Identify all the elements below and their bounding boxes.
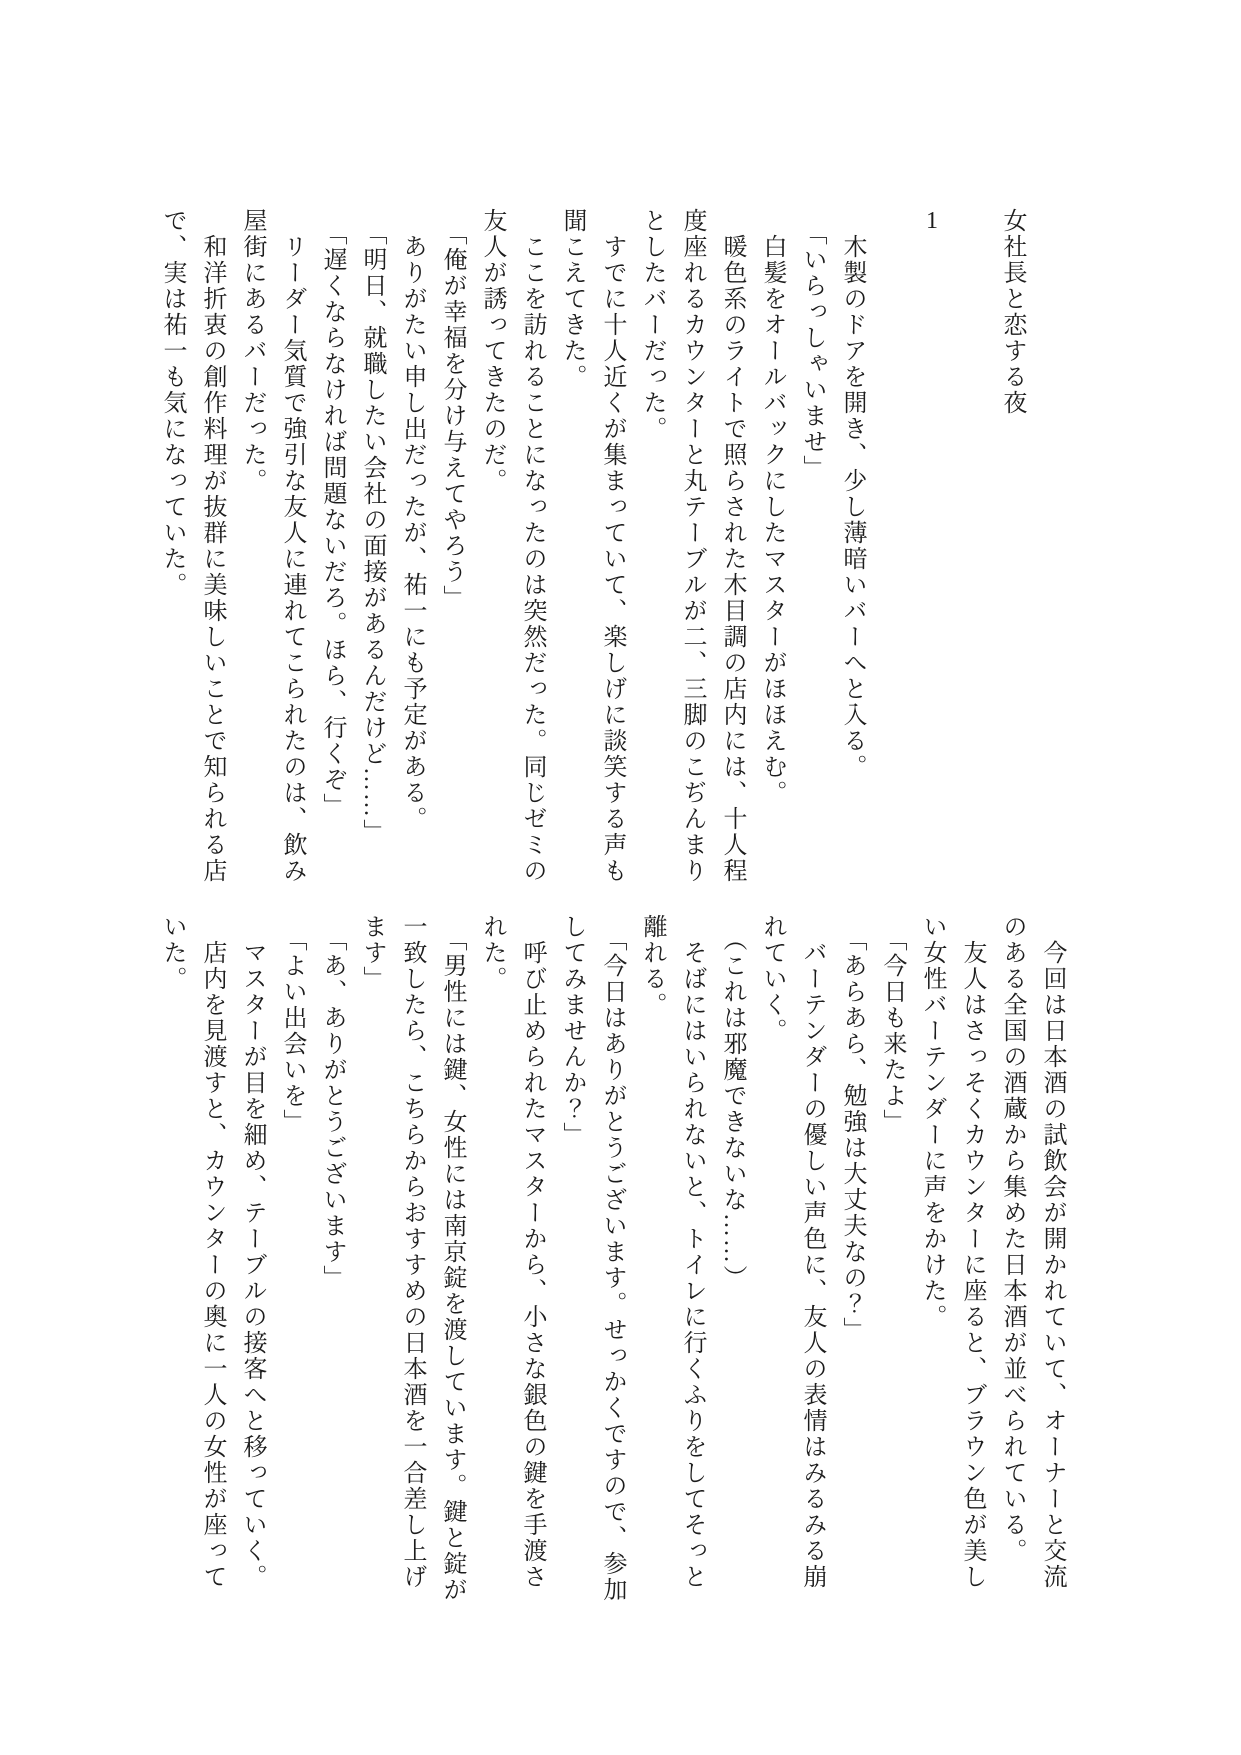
text-column: そばにはいられないと、トイレに行くふりをしてそっと [679,940,705,1590]
text-column: い女性バーテンダーに声をかけた。 [919,914,945,1330]
text-column: ここを訪れることになったのは突然だった。同じゼミの [519,234,545,884]
text-column: 聞こえてきた。 [559,208,585,390]
text-column: 「あらあら、勉強は大丈夫なの？」 [839,927,865,1343]
text-column: 「よい出会いを」 [279,927,305,1135]
text-column: 和洋折衷の創作料理が抜群に美味しいことで知られる店 [199,234,225,884]
text-column: 「あ、ありがとうございます」 [319,927,345,1291]
text-column: 屋街にあるバーだった。 [239,208,265,494]
text-column: としたバーだった。 [639,208,665,442]
text-column: いた。 [159,914,185,992]
text-column: 一致したら、こちらからおすすめの日本酒を一合差し上げ [399,914,425,1590]
text-column: ありがたい申し出だったが、祐一にも予定がある。 [399,234,425,832]
chapter-number: 1 [919,208,945,236]
text-column: リーダー気質で強引な友人に連れてこられたのは、飲み [279,234,305,884]
text-column: ます」 [359,914,385,992]
text-column: （これは邪魔できないな……） [719,927,745,1291]
text-column: 白髪をオールバックにしたマスターがほほえむ。 [759,234,785,806]
text-column: 友人が誘ってきたのだ。 [479,208,505,494]
text-column: 呼び止められたマスターから、小さな銀色の鍵を手渡さ [519,940,545,1590]
text-column: のある全国の酒蔵から集めた日本酒が並べられている。 [999,914,1025,1564]
text-column: 「明日、就職したい会社の面接があるんだけど……」 [359,221,385,845]
text-column: 今回は日本酒の試飲会が開かれていて、オーナーと交流 [1039,940,1065,1590]
text-column: 「俺が幸福を分け与えてやろう」 [439,221,465,611]
text-column: マスターが目を細め、テーブルの接客へと移っていく。 [239,940,265,1590]
text-column: 「今日も来たよ」 [879,927,905,1135]
text-column: 「今日はありがとうございます。せっかくですので、参加 [599,927,625,1603]
text-column: バーテンダーの優しい声色に、友人の表情はみるみる崩 [799,940,825,1590]
text-column: 店内を見渡すと、カウンターの奥に一人の女性が座って [199,940,225,1590]
text-column: 離れる。 [639,914,665,1018]
text-column: 友人はさっそくカウンターに座ると、ブラウン色が美し [959,940,985,1590]
text-column: 「遅くならなければ問題ないだろ。ほら、行くぞ」 [319,221,345,819]
story-title: 女社長と恋する夜 [999,208,1025,416]
text-column: すでに十人近くが集まっていて、楽しげに談笑する声も [599,234,625,884]
text-column: 木製のドアを開き、少し薄暗いバーへと入る。 [839,234,865,780]
text-column: してみませんか？」 [559,914,585,1148]
text-column: 度座れるカウンターと丸テーブルが二、三脚のこぢんまり [679,208,705,884]
text-column: で、実は祐一も気になっていた。 [159,208,185,598]
text-column: れていく。 [759,914,785,1044]
text-column: 「いらっしゃいませ」 [799,221,825,481]
text-column: 「男性には鍵、女性には南京錠を渡しています。鍵と錠が [439,927,465,1603]
text-column: 暖色系のライトで照らされた木目調の店内には、十人程 [719,234,745,884]
text-column: れた。 [479,914,505,992]
